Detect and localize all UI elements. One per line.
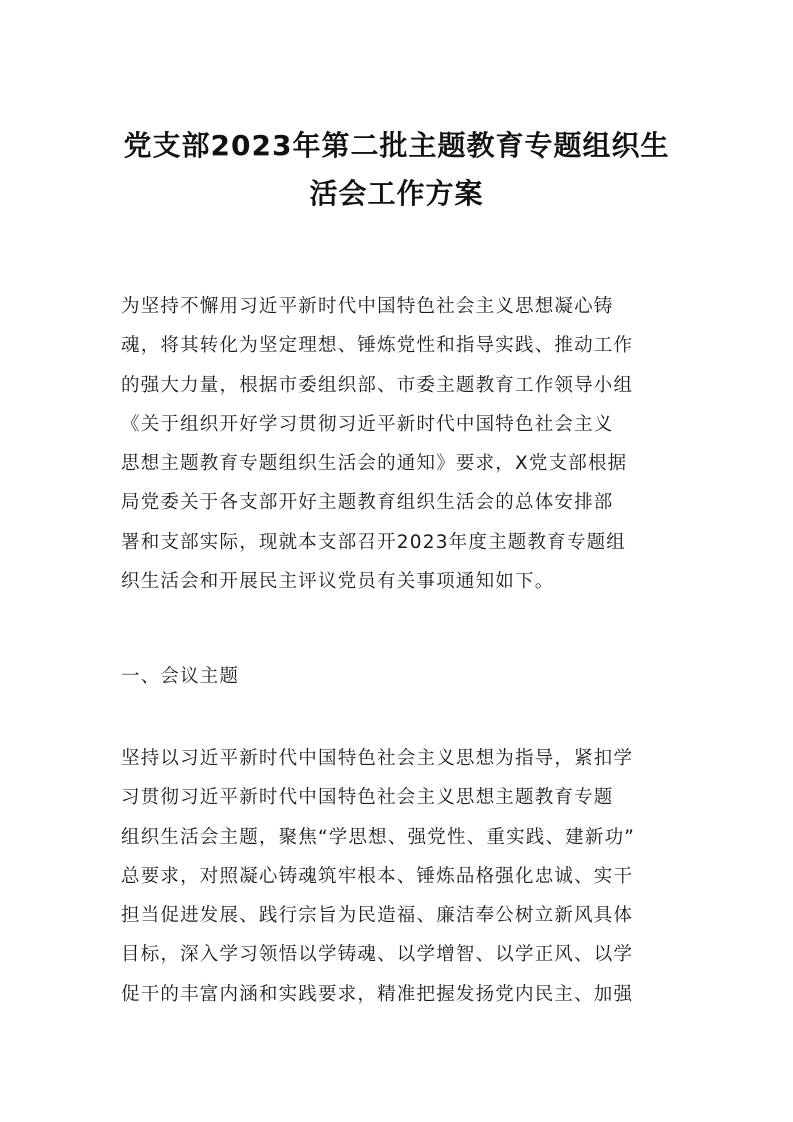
paragraph-line: 的强大力量，根据市委组织部、市委主题教育工作领导小组 — [121, 374, 634, 396]
paragraph-line: 织生活会和开展民主评议党员有关事项通知如下。 — [121, 571, 555, 593]
paragraph-line: 魂，将其转化为坚定理想、锤炼党性和指导实践、推动工作 — [121, 335, 634, 357]
document-title-line-1: 党支部2023年第二批主题教育专题组织生 — [123, 129, 670, 162]
section-1-paragraph — [121, 739, 675, 1014]
paragraph-line: 思想主题教育专题组织生活会的通知》要求，X党支部根据 — [121, 453, 628, 475]
paragraph-line: 担当促进发展、践行宗旨为民造福、廉洁奉公树立新风具体 — [121, 905, 634, 927]
paragraph-line: 局党委关于各支部开好主题教育组织生活会的总体安排部 — [121, 492, 614, 514]
paragraph-line: 署和支部实际，现就本支部召开2023年度主题教育专题组 — [121, 531, 626, 553]
paragraph-line: 目标，深入学习领悟以学铸魂、以学增智、以学正风、以学 — [121, 944, 634, 966]
paragraph-line: 习贯彻习近平新时代中国特色社会主义思想主题教育专题 — [121, 787, 614, 809]
paragraph-line: 坚持以习近平新时代中国特色社会主义思想为指导，紧扣学 — [121, 748, 634, 769]
paragraph-line: 总要求，对照凝心铸魂筑牢根本、锤炼品格强化忠诚、实干 — [121, 865, 634, 887]
section-heading-1: 一、会议主题 — [121, 666, 240, 687]
paragraph-line: 《关于组织开好学习贯彻习近平新时代中国特色社会主义 — [121, 413, 614, 435]
intro-paragraph — [121, 287, 675, 601]
paragraph-line: 组织生活会主题，聚焦“学思想、强党性、重实践、建新功” — [121, 826, 636, 848]
document-title-line-2: 活会工作方案 — [309, 177, 484, 210]
paragraph-line: 促干的丰富内涵和实践要求，精准把握发扬党内民主、加强 — [121, 983, 634, 1005]
paragraph-line: 为坚持不懈用习近平新时代中国特色社会主义思想凝心铸 — [121, 296, 614, 317]
